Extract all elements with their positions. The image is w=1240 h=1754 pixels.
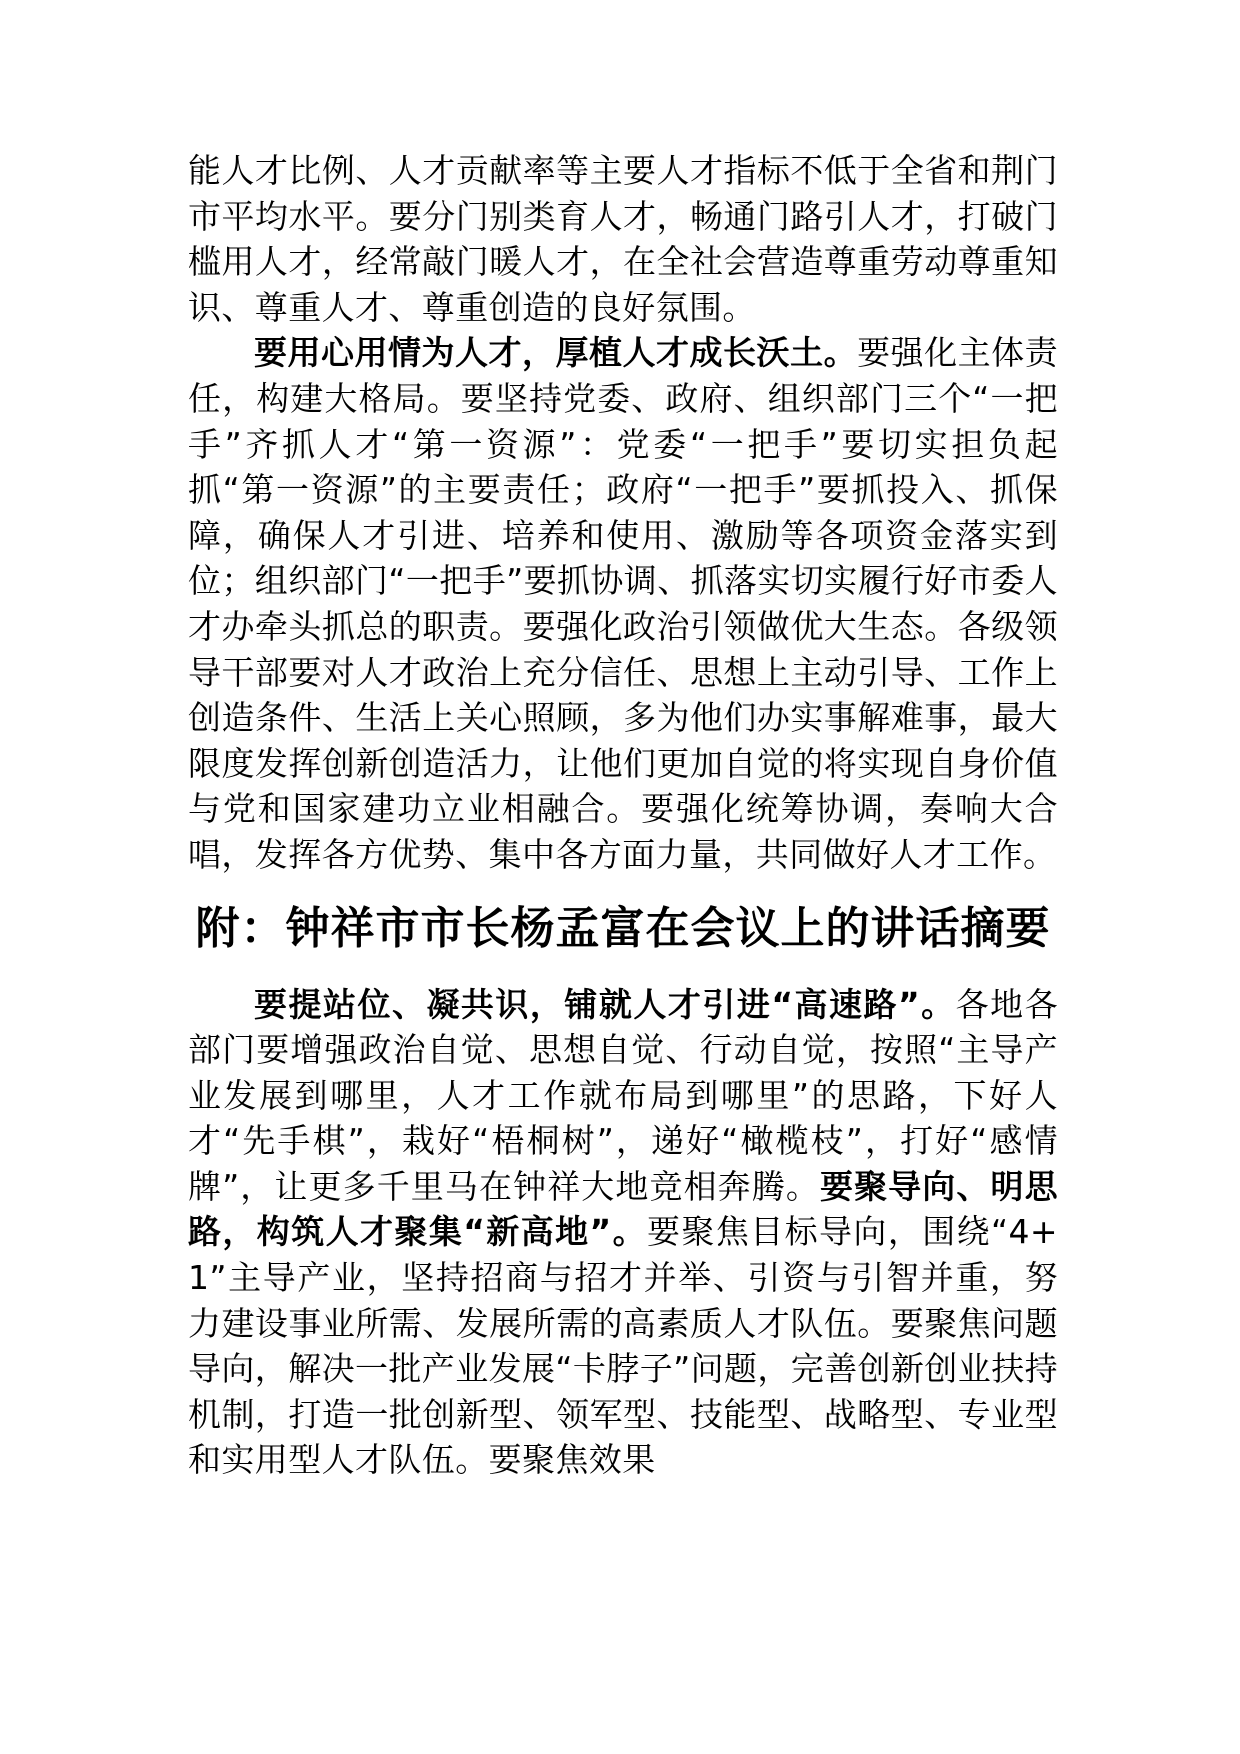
- paragraph-3: [188, 982, 1058, 1484]
- paragraph-1: [188, 148, 1058, 330]
- paragraph-3-lead: 要提站位、凝共识，铺就人才引进“高速路”。: [254, 984, 956, 1024]
- paragraph-2-lead: 要用心用情为人才，厚植人才成长沃土。: [254, 333, 858, 373]
- paragraph-1-text: 能人才比例、人才贡献率等主要人才指标不低于全省和荆门市平均水平。要分门别类育人才，畅通门路引人才，打破门槛用人才，经常敲门暖人才，在全社会营造尊重劳动尊重知识、尊重人才、尊重创造的良好氛围。: [188, 151, 1058, 327]
- document-page: [188, 148, 1058, 1483]
- paragraph-3-body: 各地各部门要增强政治自觉、思想自觉、行动自觉，按照“主导产业发展到哪里，人才工作就布局到哪里”的思路，下好人才“先手棋”，栽好“梧桐树”，递好“橄榄枝”，打好“感情牌”，让更多千里马在钟祥大地竞相奔腾。: [188, 984, 1059, 1206]
- section-title: 附：钟祥市市长杨孟富在会议上的讲话摘要: [195, 902, 1051, 954]
- paragraph-2: [188, 330, 1058, 877]
- paragraph-2-body: 要强化主体责任，构建大格局。要坚持党委、政府、组织部门三个“一把手”齐抓人才“第一资源”：党委“一把手”要切实担负起抓“第一资源”的主要责任；政府“一把手”要抓投入、抓保障，确保人才引进、培养和使用、激励等各项资金落实到位；组织部门“一把手”要抓协调、抓落实切实履行好市委人才办牵头抓总的职责。要强化政治引领做优大生态。各级领导干部要对人才政治上充分信任、思想上主动引导、工作上创造条件、生活上关心照顾，多为他们办实事解难事，最大限度发挥创新创造活力，让他们更加自觉的将实现自身价值与党和国家建功立业相融合。要强化统筹协调，奏响大合唱，发挥各方优势、集中各方面力量，共同做好人才工作。: [188, 333, 1058, 874]
- paragraph-3-body-2: 要聚焦目标导向，围绕“4+1”主导产业，坚持招商与招才并举、引资与引智并重，努力建设事业所需、发展所需的高素质人才队伍。要聚焦问题导向，解决一批产业发展“卡脖子”问题，完善创新创业扶持机制，打造一批创新型、领军型、技能型、战略型、专业型和实用型人才队伍。要聚焦效果: [188, 1212, 1058, 1480]
- paragraph-3-lead-2: 要聚导向、明思路，构筑人才聚集“新高地”。: [188, 1166, 1058, 1252]
